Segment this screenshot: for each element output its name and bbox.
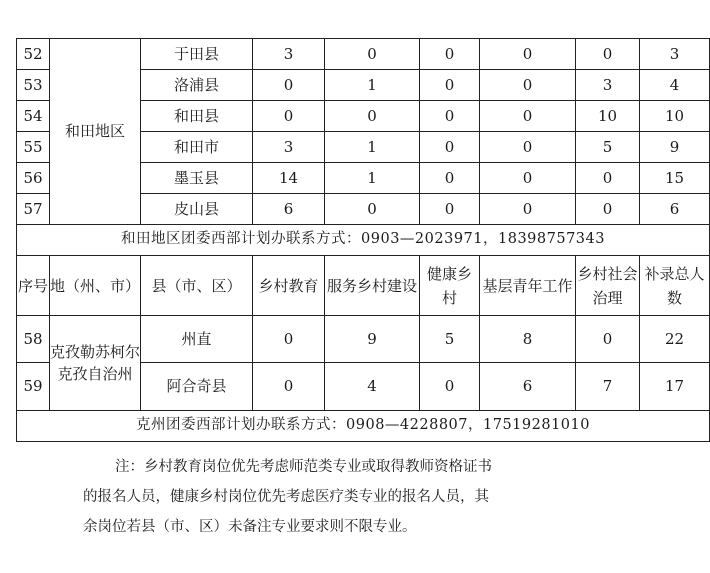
edu-count: 0: [253, 363, 325, 411]
county-name: 皮山县: [141, 194, 253, 225]
youth-count: 0: [480, 163, 576, 194]
edu-count: 3: [253, 39, 325, 70]
gov-count: 7: [576, 363, 640, 411]
county-name: 阿合奇县: [141, 363, 253, 411]
gov-count: 10: [576, 101, 640, 132]
recruitment-table: [16, 38, 710, 442]
build-count: 4: [325, 363, 420, 411]
gov-count: 3: [576, 70, 640, 101]
gov-count: 0: [576, 316, 640, 363]
county-name: 和田县: [141, 101, 253, 132]
hetian-group: [17, 39, 710, 256]
total-count: 22: [640, 316, 710, 363]
youth-count: 0: [480, 132, 576, 163]
total-count: 4: [640, 70, 710, 101]
youth-count: 0: [480, 194, 576, 225]
edu-count: 0: [253, 316, 325, 363]
row-number: 52: [17, 39, 50, 70]
row-number: 59: [17, 363, 50, 411]
county-name: 和田市: [141, 132, 253, 163]
youth-count: 6: [480, 363, 576, 411]
health-count: 0: [420, 39, 480, 70]
edu-count: 6: [253, 194, 325, 225]
edu-count: 14: [253, 163, 325, 194]
build-count: 1: [325, 132, 420, 163]
footnote-line-1: 注：乡村教育岗位优先考虑师范类专业或取得教师资格证书: [115, 459, 492, 475]
kezhou-contact: 克州团委西部计划办联系方式：0908—4228807，17519281010: [17, 411, 710, 442]
gov-count: 0: [576, 163, 640, 194]
table-row: [17, 316, 710, 363]
header-health: 健康乡村: [420, 256, 480, 316]
header-total: 补录总人数: [640, 256, 710, 316]
youth-count: 8: [480, 316, 576, 363]
health-count: 0: [420, 363, 480, 411]
health-count: 0: [420, 70, 480, 101]
header-youth: 基层青年工作: [480, 256, 576, 316]
row-number: 55: [17, 132, 50, 163]
contact-row: [17, 225, 710, 256]
kezhou-group: [17, 316, 710, 442]
total-count: 6: [640, 194, 710, 225]
health-count: 5: [420, 316, 480, 363]
county-name: 州直: [141, 316, 253, 363]
footnote: [0, 452, 640, 542]
gov-count: 0: [576, 39, 640, 70]
gov-count: 5: [576, 132, 640, 163]
row-number: 58: [17, 316, 50, 363]
total-count: 9: [640, 132, 710, 163]
region-name: 和田地区: [50, 39, 141, 225]
row-number: 54: [17, 101, 50, 132]
row-number: 53: [17, 70, 50, 101]
row-number: 57: [17, 194, 50, 225]
build-count: 9: [325, 316, 420, 363]
total-count: 10: [640, 101, 710, 132]
total-count: 3: [640, 39, 710, 70]
build-count: 0: [325, 194, 420, 225]
youth-count: 0: [480, 101, 576, 132]
edu-count: 0: [253, 70, 325, 101]
header-row: [17, 256, 710, 316]
edu-count: 3: [253, 132, 325, 163]
health-count: 0: [420, 194, 480, 225]
column-header: [17, 256, 710, 316]
footnote-line-2: 的报名人员，健康乡村岗位优先考虑医疗类专业的报名人员，其: [83, 489, 489, 505]
health-count: 0: [420, 101, 480, 132]
header-region: 地（州、市）: [50, 256, 141, 316]
header-build: 服务乡村建设: [325, 256, 420, 316]
health-count: 0: [420, 163, 480, 194]
total-count: 15: [640, 163, 710, 194]
region-name: 克孜勒苏柯尔克孜自治州: [50, 316, 141, 411]
build-count: 0: [325, 39, 420, 70]
footnote-line-3: 余岗位若县（市、区）未备注专业要求则不限专业。: [83, 519, 417, 535]
hetian-contact: 和田地区团委西部计划办联系方式：0903—2023971，18398757343: [17, 225, 710, 256]
contact-row: [17, 411, 710, 442]
row-number: 56: [17, 163, 50, 194]
county-name: 洛浦县: [141, 70, 253, 101]
gov-count: 0: [576, 194, 640, 225]
youth-count: 0: [480, 70, 576, 101]
header-no: 序号: [17, 256, 50, 316]
table-row: [17, 39, 710, 70]
county-name: 于田县: [141, 39, 253, 70]
header-county: 县（市、区）: [141, 256, 253, 316]
edu-count: 0: [253, 101, 325, 132]
header-gov: 乡村社会治理: [576, 256, 640, 316]
county-name: 墨玉县: [141, 163, 253, 194]
build-count: 0: [325, 101, 420, 132]
build-count: 1: [325, 70, 420, 101]
build-count: 1: [325, 163, 420, 194]
total-count: 17: [640, 363, 710, 411]
health-count: 0: [420, 132, 480, 163]
youth-count: 0: [480, 39, 576, 70]
header-edu: 乡村教育: [253, 256, 325, 316]
